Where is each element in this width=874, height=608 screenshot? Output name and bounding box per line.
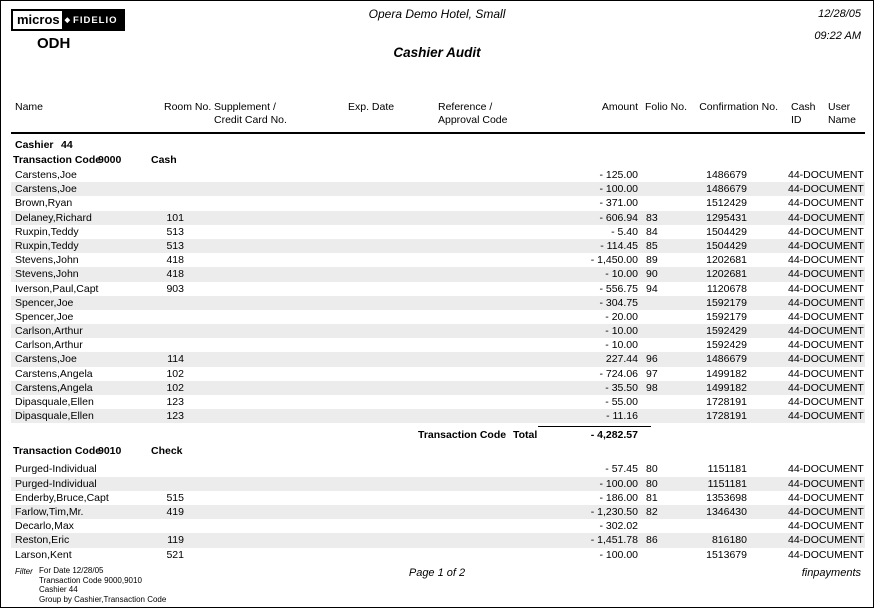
amount-cell: - 186.00 [599,491,638,504]
table-row [11,168,865,182]
cash-id-user-name-cell: 44-DOCUMENT [788,239,864,252]
confirmation-no-cell: 1728191 [706,396,747,408]
room-no-cell: 521 [166,548,184,561]
folio-no-cell: 96 [646,353,658,366]
filter-criteria-line: Group by Cashier,Transaction Code [39,594,167,604]
amount-cell: - 5.40 [611,225,638,238]
guest-name-cell: Reston,Eric [15,534,70,547]
amount-cell: - 100.00 [599,183,638,196]
filter-label: Filter [15,567,33,576]
transaction-code-name: Check [151,445,183,458]
cash-id-user-name-cell: 44-DOCUMENT [788,310,864,323]
room-no-cell: 418 [166,268,184,281]
room-no-cell: 513 [166,239,184,252]
cash-id-user-name-cell: 44-DOCUMENT [788,463,864,476]
total-amount: - 4,282.57 [590,429,638,442]
column-header-amount: Amount [601,101,638,113]
table-row [11,519,865,533]
report-body [1,138,873,562]
logo-fidelio-text: FIDELIO [73,14,118,26]
column-header-name: Name [15,101,44,113]
confirmation-no-cell: 1592429 [706,325,747,338]
confirmation-no-cell: 816180 [711,534,747,547]
confirmation-no-cell: 1353698 [706,491,747,504]
folio-no-cell: 80 [646,463,658,476]
guest-name-cell: Spencer,Joe [15,310,74,323]
folio-no-cell: 80 [646,477,658,490]
confirmation-no-cell: 1512429 [706,197,747,210]
guest-name-cell: Ruxpin,Teddy [15,239,79,252]
amount-cell: - 55.00 [605,396,638,408]
room-no-cell: 903 [166,282,184,295]
amount-cell: - 1,230.50 [590,505,638,518]
confirmation-no-cell: 1504429 [706,239,747,252]
folio-no-cell: 82 [646,505,658,518]
report-footer [1,565,873,607]
table-row [11,462,865,476]
confirmation-no-cell: 1202681 [706,268,747,281]
total-transaction-code-label: Transaction Code [418,429,507,442]
guest-name-cell: Dipasquale,Ellen [15,410,94,423]
cash-id-user-name-cell: 44-DOCUMENT [788,183,864,196]
guest-name-cell: Purged-Individual [15,463,97,476]
cash-id-user-name-cell: 44-DOCUMENT [788,353,864,366]
amount-cell: - 11.16 [606,410,638,423]
table-row [11,225,865,239]
header-divider-rule [11,132,865,134]
guest-name-cell: Carstens,Angela [15,367,93,380]
amount-cell: - 125.00 [599,169,638,181]
amount-cell: - 1,450.00 [590,254,638,267]
confirmation-no-cell: 1499182 [706,367,747,380]
guest-name-cell: Ruxpin,Teddy [15,225,79,238]
guest-name-cell: Carlson,Arthur [15,325,83,338]
folio-no-cell: 83 [646,211,658,224]
guest-name-cell: Delaney,Richard [15,211,92,224]
amount-cell: - 371.00 [599,197,638,210]
table-row [11,296,865,310]
column-header-reference [438,101,507,127]
guest-name-cell: Spencer,Joe [15,296,74,309]
room-no-cell: 114 [167,353,184,366]
confirmation-no-cell: 1346430 [706,505,747,518]
column-header-reference-line2: Approval Code [438,114,508,126]
table-row [11,533,865,547]
cashier-group-heading [1,138,873,153]
cash-id-user-name-cell: 44-DOCUMENT [788,367,864,380]
folio-no-cell: 81 [646,491,658,504]
cash-id-user-name-cell: 44-DOCUMENT [788,396,864,408]
table-row [11,267,865,281]
table-row [11,282,865,296]
amount-cell: - 114.45 [600,239,638,252]
table-row [11,505,865,519]
transaction-rows [11,462,865,561]
cashier-number: 44 [61,139,73,151]
transaction-code-label: Transaction Code [13,154,102,166]
room-no-cell: 123 [166,410,184,423]
report-time: 09:22 AM [814,30,861,42]
diamond-icon: ◆ [64,16,72,24]
room-no-cell: 123 [166,396,184,408]
cash-id-user-name-cell: 44-DOCUMENT [788,339,864,352]
transaction-code-section [1,153,873,444]
cash-id-user-name-cell: 44-DOCUMENT [788,282,864,295]
confirmation-no-cell: 1295431 [706,211,747,224]
confirmation-no-cell: 1151181 [707,463,747,476]
table-row [11,381,865,395]
transaction-rows [11,168,865,423]
column-header-room-no: Room No. [164,101,212,113]
transaction-sections [1,153,873,562]
confirmation-no-cell: 1592429 [706,339,747,352]
total-divider-rule [538,426,651,427]
column-header-user-line2: Name [828,114,857,126]
column-header-reference-line1: Reference / [438,101,493,113]
amount-cell: - 35.50 [605,381,638,394]
guest-name-cell: Iverson,Paul,Capt [15,282,99,295]
confirmation-no-cell: 1513679 [706,548,747,561]
confirmation-no-cell: 1499182 [706,381,747,394]
amount-cell: - 606.94 [599,211,638,224]
guest-name-cell: Decarlo,Max [15,520,74,533]
cash-id-user-name-cell: 44-DOCUMENT [788,381,864,394]
confirmation-no-cell: 1202681 [706,254,747,267]
folio-no-cell: 84 [646,225,658,238]
confirmation-no-cell: 1504429 [706,225,747,238]
transaction-code-value: 9000 [98,154,122,166]
guest-name-cell: Carlson,Arthur [15,339,83,352]
guest-name-cell: Carstens,Joe [15,353,77,366]
folio-no-cell: 85 [646,239,658,252]
report-file-name: finpayments [801,567,861,579]
cash-id-user-name-cell: 44-DOCUMENT [788,325,864,338]
column-header-supplement-line1: Supplement / [214,101,276,113]
cash-id-user-name-cell: 44-DOCUMENT [788,534,864,547]
room-no-cell: 419 [166,505,184,518]
guest-name-cell: Larson,Kent [15,548,72,561]
guest-name-cell: Stevens,John [15,268,79,281]
cash-id-user-name-cell: 44-DOCUMENT [788,520,864,533]
table-row [11,310,865,324]
confirmation-no-cell: 1120678 [706,282,747,295]
amount-cell: - 304.75 [599,296,638,309]
filter-criteria-line: Cashier 44 [39,585,78,594]
column-header-folio-no: Folio No. [645,101,688,113]
cash-id-user-name-cell: 44-DOCUMENT [788,268,864,281]
cash-id-user-name-cell: 44-DOCUMENT [788,505,864,518]
table-row [11,367,865,381]
filter-criteria-line: For Date 12/28/05 [39,566,104,575]
room-no-cell: 101 [166,211,184,224]
room-no-cell: 515 [166,491,184,504]
table-row [11,338,865,352]
table-row [11,409,865,423]
table-row [11,477,865,491]
folio-no-cell: 98 [646,381,658,394]
report-date: 12/28/05 [818,8,861,20]
column-header-supplement-line2: Credit Card No. [214,114,287,126]
cash-id-user-name-cell: 44-DOCUMENT [788,197,864,210]
guest-name-cell: Farlow,Tim,Mr. [15,505,84,518]
cash-id-user-name-cell: 44-DOCUMENT [788,169,864,181]
guest-name-cell: Stevens,John [15,254,79,267]
filter-criteria-line: Transaction Code 9000,9010 [39,575,142,585]
transaction-code-header [1,153,873,168]
cashier-label: Cashier [15,139,54,151]
transaction-code-section [1,444,873,561]
guest-name-cell: Dipasquale,Ellen [15,396,94,408]
report-title: Cashier Audit [393,45,481,60]
room-no-cell: 513 [166,225,184,238]
hotel-name: Opera Demo Hotel, Small [368,7,506,21]
table-row [11,182,865,196]
amount-cell: - 100.00 [599,548,638,561]
amount-cell: - 20.00 [605,310,638,323]
table-row [11,548,865,562]
transaction-code-name: Cash [151,154,177,166]
table-row [11,491,865,505]
column-header-confirmation-no: Confirmation No. [699,101,778,113]
amount-cell: - 1,451.78 [590,534,638,547]
confirmation-no-cell: 1592179 [706,310,747,323]
room-no-cell: 102 [166,367,184,380]
amount-cell: - 556.75 [599,282,638,295]
confirmation-no-cell: 1151181 [707,477,747,490]
amount-cell: - 724.06 [599,367,638,380]
cash-id-user-name-cell: 44-DOCUMENT [788,211,864,224]
folio-no-cell: 97 [646,367,658,380]
cash-id-user-name-cell: 44-DOCUMENT [788,410,864,423]
table-row [11,253,865,267]
guest-name-cell: Enderby,Bruce,Capt [15,491,109,504]
column-header-cash-line2: ID [791,114,802,126]
amount-cell: - 302.02 [599,520,638,533]
amount-cell: - 10.00 [605,325,638,338]
table-row [11,324,865,338]
transaction-code-label: Transaction Code [13,445,102,458]
cash-id-user-name-cell: 44-DOCUMENT [788,225,864,238]
amount-cell: - 57.45 [605,463,638,476]
confirmation-no-cell: 1486679 [706,353,747,366]
confirmation-no-cell: 1592179 [706,296,747,309]
cash-id-user-name-cell: 44-DOCUMENT [788,477,864,490]
guest-name-cell: Brown,Ryan [15,197,73,210]
cash-id-user-name-cell: 44-DOCUMENT [788,491,864,504]
property-code: ODH [37,35,71,52]
guest-name-cell: Carstens,Joe [15,183,77,196]
transaction-code-total-row [1,423,873,444]
folio-no-cell: 90 [646,268,658,281]
table-row [11,196,865,210]
transaction-code-value: 9010 [98,445,122,458]
total-label: Total [513,429,538,442]
confirmation-no-cell: 1486679 [706,169,747,181]
room-no-cell: 119 [167,534,184,547]
column-header-cash-line1: Cash [791,101,816,113]
column-header-exp-date: Exp. Date [348,101,395,113]
table-row [11,239,865,253]
cash-id-user-name-cell: 44-DOCUMENT [788,548,864,561]
column-header-cash-id [791,101,816,127]
guest-name-cell: Purged-Individual [15,477,97,490]
room-no-cell: 102 [166,381,184,394]
amount-cell: - 100.00 [599,477,638,490]
folio-no-cell: 94 [646,282,658,295]
guest-name-cell: Carstens,Joe [15,169,77,181]
table-row [11,352,865,366]
folio-no-cell: 89 [646,254,658,267]
guest-name-cell: Carstens,Angela [15,381,93,394]
confirmation-no-cell: 1728191 [706,410,747,423]
column-header-user-line1: User [828,101,851,113]
transaction-code-header [1,444,873,462]
confirmation-no-cell: 1486679 [706,183,747,196]
cash-id-user-name-cell: 44-DOCUMENT [788,254,864,267]
table-row [11,395,865,409]
page-number: Page 1 of 2 [408,567,466,579]
logo-micros-text: micros [13,11,62,29]
column-header-user-name [828,101,856,127]
folio-no-cell: 86 [646,534,658,547]
table-row [11,211,865,225]
room-no-cell: 418 [166,254,184,267]
amount-cell: 227.44 [605,353,638,366]
column-header-supplement [214,101,287,127]
cash-id-user-name-cell: 44-DOCUMENT [788,296,864,309]
amount-cell: - 10.00 [605,268,638,281]
amount-cell: - 10.00 [605,339,638,352]
